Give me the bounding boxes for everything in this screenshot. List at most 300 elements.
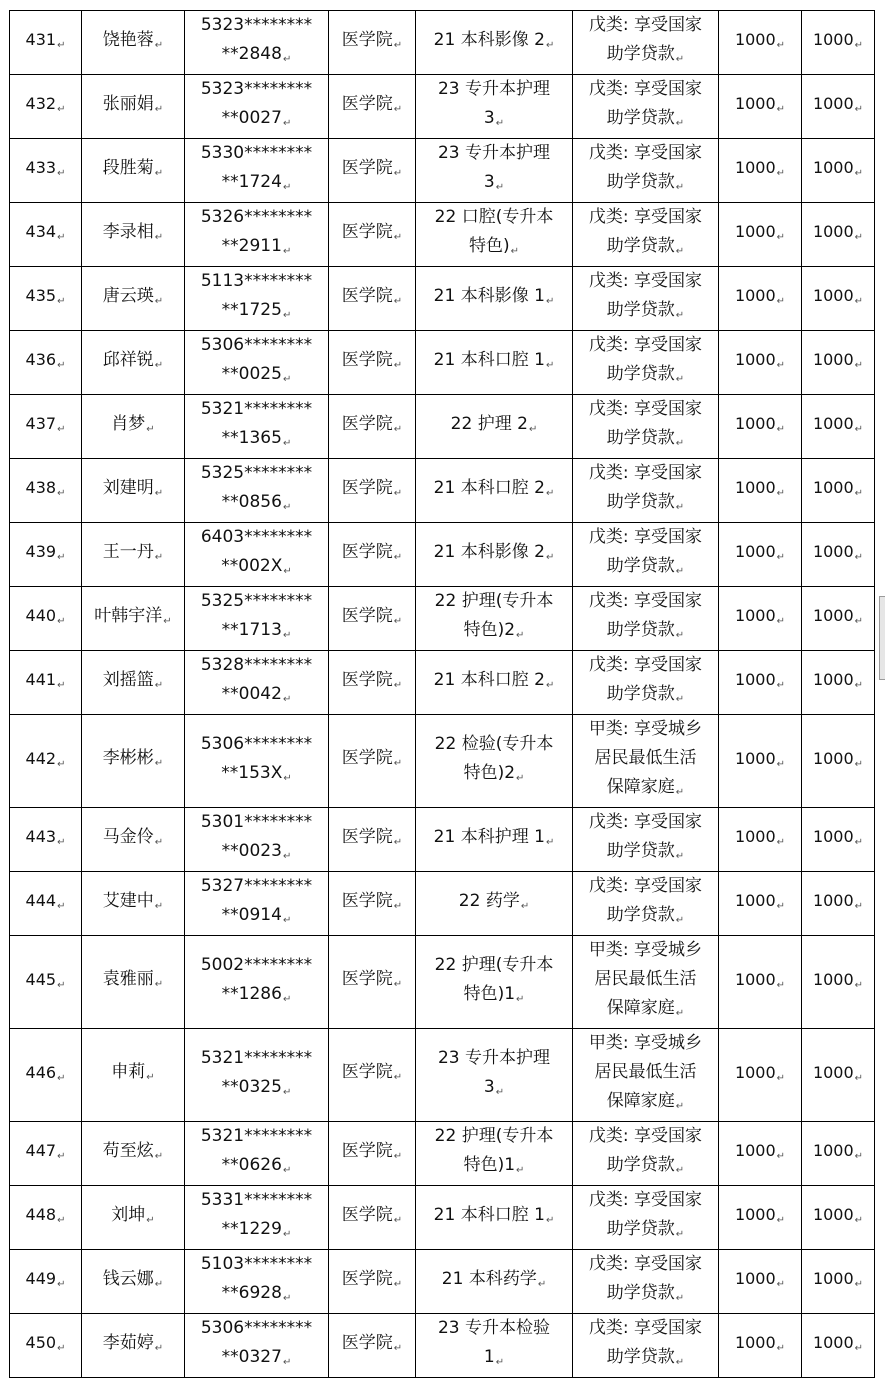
paragraph-mark-icon: ↵ — [154, 551, 164, 563]
paragraph-mark-icon: ↵ — [675, 694, 685, 705]
aid-type-line: 戊类: 享受国家 — [588, 207, 703, 227]
paragraph-mark-icon: ↵ — [57, 40, 66, 51]
class-line: 22 护理(专升本 — [434, 591, 554, 611]
id-number-part-1: 6403******** — [200, 527, 313, 547]
amount-1: 1000 — [734, 748, 776, 768]
class-cell — [416, 203, 573, 267]
paragraph-mark-icon: ↵ — [282, 310, 292, 321]
id-number-part-2: **0023 — [221, 841, 282, 861]
paragraph-mark-icon: ↵ — [675, 118, 685, 129]
table-row — [10, 715, 875, 808]
class-line: 特色)1 — [463, 983, 516, 1004]
table-row — [10, 11, 875, 75]
paragraph-mark-icon: ↵ — [393, 1342, 403, 1354]
name-cell — [82, 1122, 185, 1186]
serial-number: 449 — [25, 1269, 57, 1288]
student-name: 唐云瑛 — [102, 285, 154, 306]
paragraph-mark-icon: ↵ — [776, 758, 786, 770]
amount-cell-2 — [802, 11, 875, 75]
id-cell — [185, 75, 329, 139]
name-cell — [82, 75, 185, 139]
paragraph-mark-icon: ↵ — [516, 1165, 525, 1176]
serial-cell — [10, 1122, 82, 1186]
paragraph-mark-icon: ↵ — [854, 901, 864, 912]
paragraph-mark-icon: ↵ — [154, 103, 164, 115]
college-cell — [329, 459, 416, 523]
class-cell — [416, 808, 573, 872]
aid-type-cell — [573, 203, 719, 267]
paragraph-mark-icon: ↵ — [57, 979, 66, 991]
college-name: 医学院 — [341, 1332, 393, 1353]
amount-cell-2 — [802, 267, 875, 331]
paragraph-mark-icon: ↵ — [154, 1150, 164, 1162]
paragraph-mark-icon: ↵ — [776, 616, 786, 627]
serial-number: 434 — [25, 222, 57, 241]
college-cell — [329, 715, 416, 808]
class-cell — [416, 1122, 573, 1186]
paragraph-mark-icon: ↵ — [776, 552, 786, 563]
paragraph-mark-icon: ↵ — [282, 851, 292, 862]
paragraph-mark-icon: ↵ — [675, 1165, 685, 1176]
amount-cell-1 — [719, 11, 802, 75]
amount-cell-1 — [719, 1186, 802, 1250]
paragraph-mark-icon: ↵ — [854, 1279, 864, 1290]
college-cell — [329, 872, 416, 936]
student-name: 艾建中 — [102, 890, 154, 911]
amount-cell-2 — [802, 75, 875, 139]
amount-2: 1000 — [812, 969, 854, 989]
aid-type-cell — [573, 1314, 719, 1378]
aid-type-cell — [573, 139, 719, 203]
college-cell — [329, 1122, 416, 1186]
paragraph-mark-icon: ↵ — [528, 423, 538, 435]
name-cell — [82, 1250, 185, 1314]
class-line: 22 药学 — [458, 890, 520, 911]
id-cell — [185, 1314, 329, 1378]
amount-cell-1 — [719, 1250, 802, 1314]
name-cell — [82, 459, 185, 523]
college-name: 医学院 — [341, 221, 393, 242]
paragraph-mark-icon: ↵ — [675, 1008, 685, 1019]
id-number-part-2: **1365 — [221, 428, 282, 448]
paragraph-mark-icon: ↵ — [393, 359, 403, 371]
paragraph-mark-icon: ↵ — [776, 1215, 786, 1226]
aid-type-cell — [573, 523, 719, 587]
aid-type-line: 助学贷款 — [606, 1283, 675, 1303]
student-name: 刘建明 — [102, 477, 154, 498]
aid-type-line: 戊类: 享受国家 — [588, 79, 703, 99]
serial-cell — [10, 1250, 82, 1314]
amount-2: 1000 — [812, 478, 854, 497]
paragraph-mark-icon: ↵ — [282, 1229, 292, 1240]
aid-type-line: 甲类: 享受城乡 — [588, 940, 703, 960]
id-number-part-2: **0027 — [221, 108, 282, 128]
paragraph-mark-icon: ↵ — [520, 900, 530, 912]
college-cell — [329, 331, 416, 395]
paragraph-mark-icon: ↵ — [854, 40, 864, 51]
paragraph-mark-icon: ↵ — [57, 1279, 66, 1290]
class-cell — [416, 1314, 573, 1378]
paragraph-mark-icon: ↵ — [393, 979, 403, 990]
paragraph-mark-icon: ↵ — [57, 837, 66, 848]
amount-2: 1000 — [812, 1205, 854, 1224]
paragraph-mark-icon: ↵ — [776, 979, 786, 991]
id-number-part-1: 5306******** — [200, 1318, 313, 1338]
paragraph-mark-icon: ↵ — [545, 487, 555, 499]
aid-type-line: 戊类: 享受国家 — [588, 463, 703, 483]
amount-cell-2 — [802, 203, 875, 267]
paragraph-mark-icon: ↵ — [854, 1151, 864, 1162]
serial-number: 442 — [25, 748, 57, 768]
serial-number: 438 — [25, 478, 57, 497]
college-name: 医学院 — [341, 1140, 393, 1161]
scrollbar-handle[interactable] — [879, 596, 885, 680]
paragraph-mark-icon: ↵ — [282, 374, 292, 385]
id-cell — [185, 936, 329, 1029]
paragraph-mark-icon: ↵ — [57, 758, 66, 770]
aid-type-cell — [573, 1029, 719, 1122]
amount-2: 1000 — [812, 350, 854, 369]
paragraph-mark-icon: ↵ — [57, 360, 66, 371]
paragraph-mark-icon: ↵ — [776, 360, 786, 371]
paragraph-mark-icon: ↵ — [393, 39, 403, 51]
paragraph-mark-icon: ↵ — [854, 168, 864, 179]
name-cell — [82, 203, 185, 267]
serial-cell — [10, 1186, 82, 1250]
id-number-part-2: **6928 — [221, 1283, 282, 1303]
amount-cell-2 — [802, 1186, 875, 1250]
id-number-part-2: **0327 — [221, 1347, 282, 1367]
paragraph-mark-icon: ↵ — [675, 438, 685, 449]
paragraph-mark-icon: ↵ — [776, 104, 786, 115]
aid-type-line: 助学贷款 — [606, 1347, 675, 1367]
id-number-part-2: **1713 — [221, 620, 282, 640]
aid-type-line: 助学贷款 — [606, 236, 675, 256]
college-name: 医学院 — [341, 1204, 393, 1225]
serial-number: 439 — [25, 542, 57, 561]
amount-2: 1000 — [812, 891, 854, 910]
aid-type-line: 戊类: 享受国家 — [588, 399, 703, 419]
serial-cell — [10, 331, 82, 395]
table-row — [10, 1314, 875, 1378]
paragraph-mark-icon: ↵ — [282, 54, 292, 65]
paragraph-mark-icon: ↵ — [776, 1279, 786, 1290]
id-cell — [185, 651, 329, 715]
aid-type-cell — [573, 651, 719, 715]
aid-type-line: 保障家庭 — [606, 777, 675, 797]
serial-number: 441 — [25, 670, 57, 689]
paragraph-mark-icon: ↵ — [854, 1072, 864, 1084]
paragraph-mark-icon: ↵ — [57, 296, 66, 307]
name-cell — [82, 523, 185, 587]
table-row — [10, 1122, 875, 1186]
class-cell — [416, 75, 573, 139]
class-line: 23 专升本护理 — [437, 1047, 551, 1068]
class-line: 21 本科口腔 2 — [433, 669, 545, 690]
amount-cell-1 — [719, 75, 802, 139]
paragraph-mark-icon: ↵ — [154, 167, 164, 179]
class-cell — [416, 872, 573, 936]
paragraph-mark-icon: ↵ — [146, 1072, 155, 1083]
class-cell — [416, 331, 573, 395]
serial-cell — [10, 267, 82, 331]
aid-type-line: 助学贷款 — [606, 172, 675, 192]
aid-type-line: 保障家庭 — [606, 998, 675, 1018]
paragraph-mark-icon: ↵ — [675, 310, 685, 321]
paragraph-mark-icon: ↵ — [776, 488, 786, 499]
class-line: 特色)1 — [463, 1155, 516, 1175]
paragraph-mark-icon: ↵ — [675, 1357, 685, 1368]
paragraph-mark-icon: ↵ — [57, 1072, 66, 1084]
id-cell — [185, 395, 329, 459]
amount-1: 1000 — [734, 414, 776, 433]
amount-1: 1000 — [734, 30, 776, 49]
paragraph-mark-icon: ↵ — [154, 679, 164, 691]
class-line: 22 护理(专升本 — [434, 954, 554, 975]
student-name: 王一丹 — [102, 541, 154, 562]
class-line: 21 本科影像 2 — [433, 29, 545, 50]
paragraph-mark-icon: ↵ — [57, 424, 66, 435]
paragraph-mark-icon: ↵ — [57, 1343, 66, 1354]
aid-type-line: 助学贷款 — [606, 300, 675, 320]
serial-number: 437 — [25, 414, 57, 433]
id-number-part-1: 5327******** — [200, 876, 313, 896]
serial-cell — [10, 523, 82, 587]
class-cell — [416, 1186, 573, 1250]
paragraph-mark-icon: ↵ — [393, 1278, 403, 1290]
amount-2: 1000 — [812, 414, 854, 433]
amount-cell-2 — [802, 1250, 875, 1314]
paragraph-mark-icon: ↵ — [854, 424, 864, 435]
class-line: 3 — [483, 1076, 495, 1097]
name-cell — [82, 936, 185, 1029]
amount-2: 1000 — [812, 748, 854, 768]
amount-1: 1000 — [734, 1269, 776, 1288]
amount-cell-2 — [802, 331, 875, 395]
aid-type-line: 戊类: 享受国家 — [588, 876, 703, 896]
aid-type-cell — [573, 459, 719, 523]
serial-number: 433 — [25, 158, 57, 177]
college-name: 医学院 — [341, 285, 393, 306]
student-name: 邱祥锐 — [102, 349, 154, 370]
paragraph-mark-icon: ↵ — [393, 900, 403, 912]
college-cell — [329, 1314, 416, 1378]
paragraph-mark-icon: ↵ — [545, 295, 555, 307]
id-number-part-2: **1724 — [221, 172, 282, 192]
student-name: 饶艳蓉 — [102, 29, 154, 50]
paragraph-mark-icon: ↵ — [675, 915, 685, 926]
amount-cell-2 — [802, 651, 875, 715]
paragraph-mark-icon: ↵ — [854, 360, 864, 371]
paragraph-mark-icon: ↵ — [854, 232, 864, 243]
amount-2: 1000 — [812, 222, 854, 241]
id-number-part-1: 5113******** — [200, 271, 313, 291]
paragraph-mark-icon: ↵ — [57, 232, 66, 243]
student-name: 袁雅丽 — [102, 969, 154, 989]
id-number-part-1: 5306******** — [200, 335, 313, 355]
college-name: 医学院 — [341, 826, 393, 847]
class-cell — [416, 11, 573, 75]
amount-1: 1000 — [734, 1333, 776, 1352]
student-name: 李录相 — [102, 221, 154, 242]
paragraph-mark-icon: ↵ — [163, 615, 172, 627]
name-cell — [82, 331, 185, 395]
id-cell — [185, 331, 329, 395]
paragraph-mark-icon: ↵ — [57, 1215, 66, 1226]
table-row — [10, 872, 875, 936]
id-number-part-2: **0042 — [221, 684, 282, 704]
id-number-part-1: 5323******** — [200, 79, 313, 99]
paragraph-mark-icon: ↵ — [154, 1342, 164, 1354]
class-line: 特色)2 — [463, 620, 516, 640]
college-name: 医学院 — [341, 349, 393, 370]
serial-number: 445 — [25, 969, 57, 989]
serial-cell — [10, 75, 82, 139]
paragraph-mark-icon: ↵ — [283, 772, 292, 784]
id-number-part-1: 5321******** — [200, 399, 313, 419]
aid-type-line: 戊类: 享受国家 — [588, 1254, 703, 1274]
id-number-part-1: 5002******** — [200, 954, 313, 975]
aid-type-cell — [573, 1186, 719, 1250]
aid-type-line: 保障家庭 — [606, 1091, 675, 1111]
paragraph-mark-icon: ↵ — [393, 615, 403, 627]
student-name: 刘坤 — [111, 1204, 146, 1225]
student-name: 张丽娟 — [102, 93, 154, 114]
serial-number: 443 — [25, 827, 57, 846]
paragraph-mark-icon: ↵ — [675, 630, 685, 641]
table-row — [10, 267, 875, 331]
id-number-part-2: **2848 — [221, 44, 282, 64]
aid-type-line: 助学贷款 — [606, 556, 675, 576]
aid-type-cell — [573, 395, 719, 459]
serial-cell — [10, 715, 82, 808]
paragraph-mark-icon: ↵ — [154, 231, 164, 243]
name-cell — [82, 139, 185, 203]
paragraph-mark-icon: ↵ — [57, 680, 66, 691]
amount-cell-1 — [719, 139, 802, 203]
amount-cell-2 — [802, 1314, 875, 1378]
paragraph-mark-icon: ↵ — [675, 851, 685, 862]
aid-type-line: 助学贷款 — [606, 44, 675, 64]
college-cell — [329, 203, 416, 267]
id-number-part-2: **2911 — [221, 236, 282, 256]
serial-number: 431 — [25, 30, 57, 49]
amount-cell-1 — [719, 267, 802, 331]
aid-type-line: 助学贷款 — [606, 492, 675, 512]
name-cell — [82, 1314, 185, 1378]
paragraph-mark-icon: ↵ — [854, 296, 864, 307]
amount-1: 1000 — [734, 350, 776, 369]
amount-cell-1 — [719, 459, 802, 523]
table-row — [10, 523, 875, 587]
student-name: 段胜菊 — [102, 157, 154, 178]
paragraph-mark-icon: ↵ — [282, 630, 292, 641]
class-cell — [416, 395, 573, 459]
college-cell — [329, 523, 416, 587]
paragraph-mark-icon: ↵ — [776, 1072, 786, 1084]
paragraph-mark-icon: ↵ — [675, 787, 685, 798]
paragraph-mark-icon: ↵ — [146, 1214, 155, 1226]
paragraph-mark-icon: ↵ — [516, 630, 525, 641]
college-cell — [329, 651, 416, 715]
student-name: 李彬彬 — [102, 748, 154, 768]
aid-type-line: 助学贷款 — [606, 428, 675, 448]
paragraph-mark-icon: ↵ — [154, 758, 164, 769]
id-cell — [185, 715, 329, 808]
class-line: 22 护理 2 — [450, 413, 528, 434]
table-row — [10, 395, 875, 459]
class-line: 特色) — [468, 236, 510, 256]
paragraph-mark-icon: ↵ — [282, 1165, 292, 1176]
class-line: 21 本科口腔 2 — [433, 477, 545, 498]
aid-type-line: 助学贷款 — [606, 1155, 675, 1175]
table-row — [10, 587, 875, 651]
paragraph-mark-icon: ↵ — [393, 679, 403, 691]
class-line: 23 专升本检验 — [437, 1318, 551, 1338]
paragraph-mark-icon: ↵ — [495, 182, 505, 193]
class-line: 21 本科影像 1 — [433, 285, 545, 306]
paragraph-mark-icon: ↵ — [393, 1150, 403, 1162]
id-number-part-1: 5328******** — [200, 655, 313, 675]
student-name: 申莉 — [111, 1062, 146, 1082]
table-row — [10, 331, 875, 395]
amount-2: 1000 — [812, 1062, 854, 1082]
college-name: 医学院 — [341, 969, 393, 989]
college-name: 医学院 — [341, 413, 393, 434]
serial-number: 435 — [25, 286, 57, 305]
paragraph-mark-icon: ↵ — [854, 616, 864, 627]
amount-cell-2 — [802, 459, 875, 523]
paragraph-mark-icon: ↵ — [154, 359, 164, 371]
serial-number: 446 — [25, 1062, 57, 1082]
id-cell — [185, 11, 329, 75]
aid-type-line: 甲类: 享受城乡 — [588, 1033, 703, 1053]
amount-2: 1000 — [812, 94, 854, 113]
class-cell — [416, 936, 573, 1029]
id-cell — [185, 267, 329, 331]
paragraph-mark-icon: ↵ — [545, 679, 555, 691]
paragraph-mark-icon: ↵ — [675, 54, 685, 65]
paragraph-mark-icon: ↵ — [393, 167, 403, 179]
paragraph-mark-icon: ↵ — [545, 836, 555, 848]
paragraph-mark-icon: ↵ — [282, 182, 292, 193]
class-cell — [416, 651, 573, 715]
student-name: 刘摇篮 — [102, 669, 154, 690]
paragraph-mark-icon: ↵ — [854, 488, 864, 499]
table-row — [10, 203, 875, 267]
paragraph-mark-icon: ↵ — [776, 40, 786, 51]
table-body — [10, 11, 875, 1378]
amount-2: 1000 — [812, 158, 854, 177]
class-cell — [416, 459, 573, 523]
paragraph-mark-icon: ↵ — [854, 1343, 864, 1354]
amount-1: 1000 — [734, 1205, 776, 1224]
class-line: 23 专升本护理 — [437, 79, 551, 99]
paragraph-mark-icon: ↵ — [282, 993, 292, 1005]
id-cell — [185, 808, 329, 872]
class-cell — [416, 587, 573, 651]
aid-type-cell — [573, 1250, 719, 1314]
amount-1: 1000 — [734, 969, 776, 989]
paragraph-mark-icon: ↵ — [776, 1151, 786, 1162]
serial-number: 447 — [25, 1141, 57, 1160]
college-cell — [329, 395, 416, 459]
student-name: 苟至炫 — [102, 1140, 154, 1161]
id-number-part-1: 5326******** — [200, 207, 313, 227]
class-line: 3 — [483, 172, 495, 192]
amount-cell-1 — [719, 395, 802, 459]
amount-cell-2 — [802, 936, 875, 1029]
